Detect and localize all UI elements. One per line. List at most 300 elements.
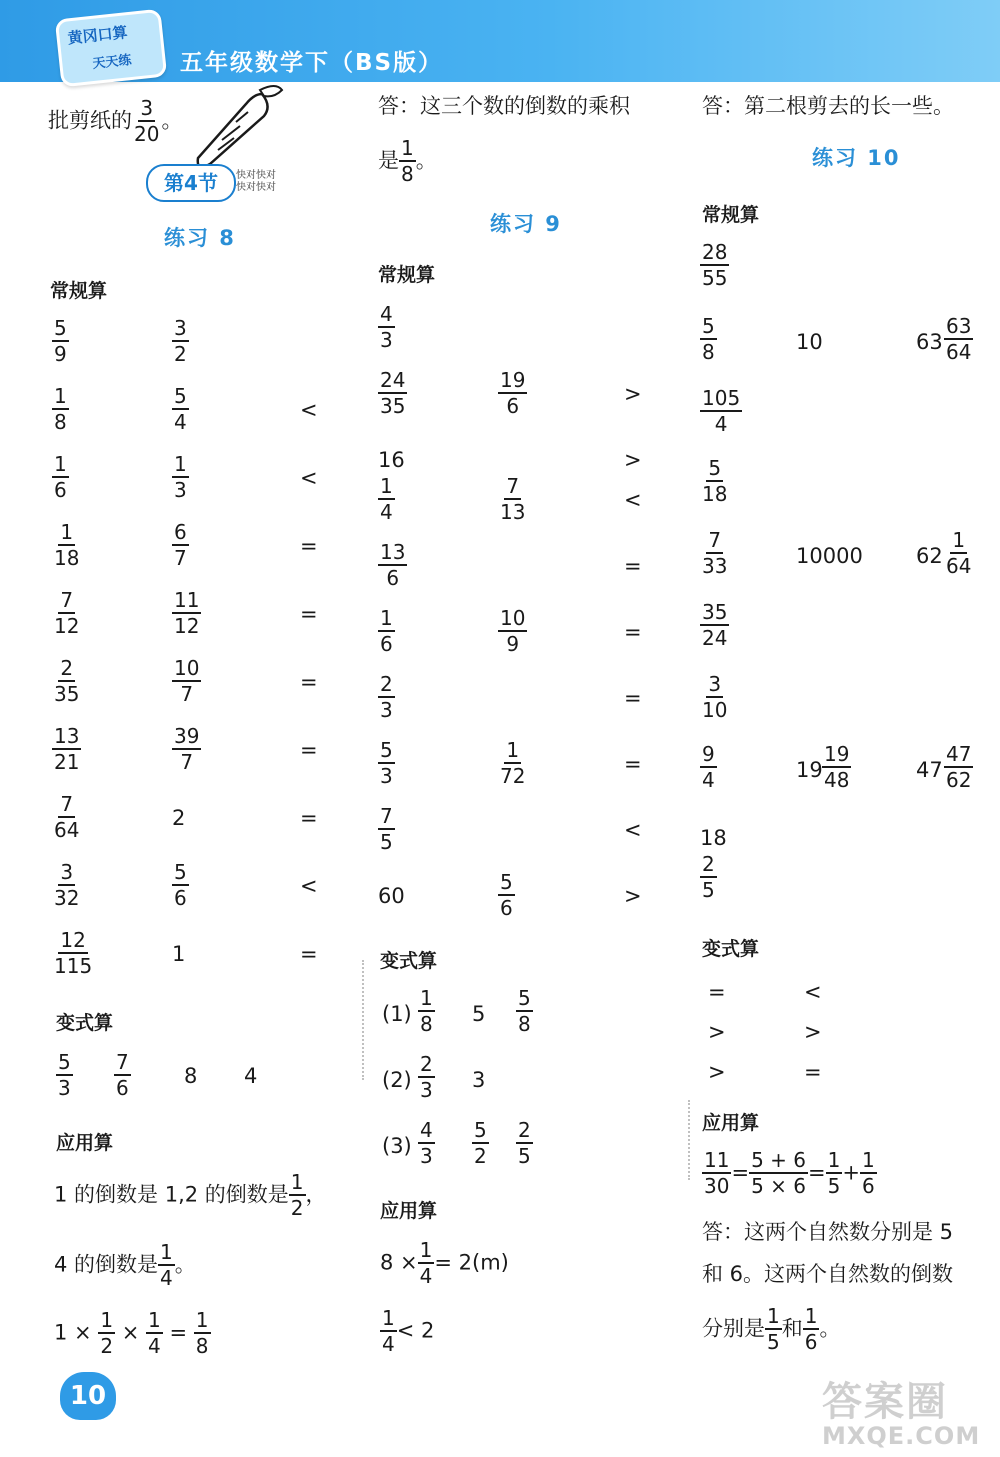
equation-operator: = <box>731 1160 750 1185</box>
frac-denominator: 24 <box>702 626 728 650</box>
value: 19 <box>796 758 823 782</box>
frac <box>944 744 973 791</box>
col3-answer-line-1: 答：第二根剪去的长一些。 <box>702 94 954 118</box>
exercise-10-title: 练习 10 <box>812 146 901 170</box>
frac-numerator: 7 <box>380 804 393 828</box>
frac <box>52 386 69 433</box>
col1-applied-heading: 应用算 <box>56 1132 114 1154</box>
applied-lead: 1 × <box>54 1320 92 1345</box>
frac-numerator: 1 <box>160 1240 173 1264</box>
answer-text: 分别是 <box>702 1316 765 1341</box>
frac <box>378 304 395 351</box>
frac-denominator: 33 <box>702 554 728 578</box>
frac <box>158 1242 175 1289</box>
col2-row-col-a <box>378 450 405 471</box>
frac <box>52 862 81 909</box>
col2-row-col-c <box>624 886 642 907</box>
col1-row-col-b <box>172 862 189 909</box>
column-divider-right <box>688 1100 690 1180</box>
frac <box>516 988 533 1035</box>
frac <box>498 608 527 655</box>
frac-denominator: 2 <box>290 1196 304 1220</box>
frac-denominator: 64 <box>54 818 80 842</box>
col2-variant-frac-2 <box>516 988 533 1035</box>
watermark-top: 答案圈 <box>822 1379 948 1425</box>
col1-row-col-c <box>300 740 318 761</box>
frac <box>378 674 395 721</box>
applied-text: 4 的倒数是 <box>54 1252 159 1277</box>
frac-numerator: 47 <box>946 742 972 766</box>
value: 16 <box>378 448 405 472</box>
frac <box>700 744 717 791</box>
value: (2) <box>382 1068 412 1092</box>
frac <box>172 590 201 637</box>
frac-numerator: 39 <box>174 724 200 748</box>
frac-numerator: 1 <box>506 738 520 762</box>
frac-numerator: 13 <box>380 540 406 564</box>
col1-row-col-c <box>300 808 318 829</box>
applied-tail: = 2(m) <box>434 1250 509 1275</box>
frac-denominator: 48 <box>824 768 850 792</box>
frac-numerator: 5 <box>174 384 187 408</box>
col1-row-col-b <box>172 522 189 569</box>
frac-numerator: 5 <box>708 456 722 480</box>
frac <box>52 658 81 705</box>
frac-numerator: 4 <box>420 1118 433 1142</box>
frac <box>860 1150 877 1197</box>
frac <box>172 522 189 569</box>
col3-regular-heading: 常规算 <box>702 204 760 226</box>
col2-answer-line-1: 答：这三个数的倒数的乘积 <box>378 94 630 118</box>
frac <box>146 1310 163 1357</box>
col3-row-col-a <box>700 530 729 577</box>
frac <box>700 458 729 505</box>
frac-denominator: 9 <box>506 632 520 656</box>
frac <box>700 242 729 289</box>
col2-row-col-a <box>378 886 405 907</box>
col2-regular-heading: 常规算 <box>378 264 436 286</box>
frac-denominator: 55 <box>702 266 728 290</box>
frac-numerator: 24 <box>380 368 406 392</box>
col3-row-col-c-frac <box>944 530 973 577</box>
frac <box>516 1120 533 1167</box>
frac-numerator: 10 <box>174 656 200 680</box>
frac-numerator: 2 <box>702 852 715 876</box>
col2-row-col-c <box>624 490 642 511</box>
frac-denominator: 3 <box>174 478 187 502</box>
exercise-9-title: 练习 9 <box>490 212 562 236</box>
applied-punct: ， <box>305 1182 327 1207</box>
col2-row-col-a <box>378 304 395 351</box>
frac <box>418 988 435 1035</box>
col2-variant-label <box>382 1070 412 1091</box>
frac-numerator: 6 <box>174 520 187 544</box>
col3-row-col-a <box>700 388 742 435</box>
frac-numerator: 5 <box>58 1050 71 1074</box>
value: 10000 <box>796 544 863 568</box>
col2-row-col-b <box>498 872 515 919</box>
frac-denominator: 3 <box>380 698 393 722</box>
frac <box>172 658 201 705</box>
frac-denominator: 5 <box>827 1174 841 1198</box>
frac <box>378 740 395 787</box>
frac-numerator: 11 <box>174 588 200 612</box>
value: 5 <box>472 1002 486 1026</box>
frac-numerator: 2 <box>518 1118 531 1142</box>
frac <box>378 542 407 589</box>
col1-row-col-b <box>172 454 189 501</box>
frac-denominator: 4 <box>702 768 715 792</box>
section-badge-note <box>236 170 276 194</box>
frac <box>826 1150 843 1197</box>
frac-denominator: 62 <box>946 768 972 792</box>
col1-applied-line-1 <box>54 1172 327 1219</box>
col2-variant-frac <box>418 1120 435 1167</box>
col3-variant-col-b <box>804 982 822 1003</box>
frac-denominator: 64 <box>946 554 972 578</box>
frac-denominator: 7 <box>174 546 187 570</box>
frac <box>944 530 973 577</box>
frac-numerator: 2 <box>60 656 74 680</box>
frac <box>418 1240 435 1287</box>
col3-row-col-b <box>796 332 823 353</box>
frac-denominator: 64 <box>946 340 972 364</box>
frac-numerator: 12 <box>60 928 86 952</box>
col2-variant-value <box>472 1120 489 1167</box>
value: 47 <box>916 758 943 782</box>
header-banner <box>0 0 1000 82</box>
applied-punct: 。 <box>174 1252 196 1277</box>
frac-numerator: 1 <box>420 986 433 1010</box>
frac-numerator: 7 <box>116 1050 129 1074</box>
col3-row-col-b-frac <box>822 744 851 791</box>
frac-denominator: 4 <box>148 1334 161 1358</box>
value: = <box>624 752 642 776</box>
col2-variant-heading: 变式算 <box>380 950 438 972</box>
frac-denominator: 4 <box>419 1264 433 1288</box>
value: > <box>708 1020 726 1044</box>
col1-row-col-a <box>52 590 81 637</box>
col1-row-col-a <box>52 658 81 705</box>
col1-top-frac <box>132 98 161 145</box>
value: = <box>300 806 318 830</box>
frac-denominator: 6 <box>386 566 400 590</box>
frac <box>765 1306 782 1353</box>
col1-row-col-a <box>52 454 69 501</box>
value: 3 <box>472 1068 486 1092</box>
frac-denominator: 12 <box>54 614 80 638</box>
frac <box>498 872 515 919</box>
frac-numerator: 7 <box>506 474 520 498</box>
col3-variant-col-a <box>708 982 726 1003</box>
value: (1) <box>382 1002 412 1026</box>
col3-answer2-line-1: 答：这两个自然数分别是 5 <box>702 1220 954 1244</box>
frac-denominator: 12 <box>174 614 200 638</box>
frac-numerator: 7 <box>60 588 74 612</box>
frac-numerator: 7 <box>60 792 74 816</box>
frac-denominator: 72 <box>500 764 526 788</box>
frac-denominator: 8 <box>54 410 67 434</box>
applied-text: 1 的倒数是 1,2 的倒数是 <box>54 1182 289 1207</box>
frac <box>378 476 395 523</box>
frac-numerator: 5 <box>518 986 531 1010</box>
frac-numerator: 2 <box>420 1052 433 1076</box>
frac <box>700 530 729 577</box>
col1-regular-heading: 常规算 <box>50 280 108 302</box>
frac-denominator: 4 <box>380 500 393 524</box>
frac-denominator: 8 <box>401 162 414 186</box>
frac-denominator: 35 <box>54 682 80 706</box>
col1-row-col-c <box>300 400 318 421</box>
col1-row-col-a <box>52 862 81 909</box>
col1-row-col-c <box>300 672 318 693</box>
col3-row-col-c-whole <box>916 760 943 781</box>
col1-variant-value-4: 4 <box>244 1064 258 1088</box>
frac-numerator: 1 <box>380 606 393 630</box>
value: > <box>624 884 642 908</box>
frac-numerator: 1 <box>54 384 67 408</box>
frac-numerator: 1 <box>401 136 414 160</box>
frac-numerator: 63 <box>946 314 972 338</box>
col2-row-col-a <box>378 608 395 655</box>
col2-row-col-a <box>378 740 395 787</box>
col1-row-col-a <box>52 726 81 773</box>
frac-denominator: 18 <box>54 546 80 570</box>
col1-row-col-b <box>172 726 201 773</box>
value: > <box>804 1020 822 1044</box>
value: = <box>624 686 642 710</box>
frac <box>52 794 81 841</box>
col1-row-col-b <box>172 318 189 365</box>
value: < <box>624 488 642 512</box>
frac-denominator: 3 <box>58 1076 71 1100</box>
book-title: 五年级数学下（BS版） <box>180 50 444 76</box>
value: 1 <box>172 942 186 966</box>
answer-text: 是 <box>378 148 399 173</box>
frac <box>418 1120 435 1167</box>
col3-row-col-b-whole <box>796 760 823 781</box>
value: > <box>708 1060 726 1084</box>
frac <box>700 854 717 901</box>
col1-row-col-a <box>52 522 81 569</box>
col2-row-col-b <box>498 740 527 787</box>
col2-variant-frac <box>418 988 435 1035</box>
frac <box>378 370 407 417</box>
col1-row-col-c <box>300 468 318 489</box>
value: > <box>624 382 642 406</box>
frac <box>700 602 729 649</box>
col1-variant-value-3: 8 <box>184 1064 198 1088</box>
col1-top-line <box>48 98 182 145</box>
value: 2 <box>172 806 186 830</box>
value: = <box>300 602 318 626</box>
frac <box>172 454 189 501</box>
col2-row-col-a <box>378 476 395 523</box>
frac-denominator: 3 <box>420 1078 433 1102</box>
frac-denominator: 4 <box>174 410 187 434</box>
col3-row-col-c-whole <box>916 332 943 353</box>
frac-numerator: 1 <box>174 452 187 476</box>
col2-row-col-a <box>378 674 395 721</box>
frac-denominator: 5 <box>702 878 715 902</box>
frac-numerator: 5 <box>474 1118 487 1142</box>
frac-denominator: 3 <box>380 764 393 788</box>
frac-numerator: 1 <box>419 1238 433 1262</box>
frac-denominator: 7 <box>180 750 194 774</box>
col1-variant-frac-1 <box>56 1052 73 1099</box>
frac-numerator: 1 <box>767 1304 780 1328</box>
col2-variant-value <box>472 1070 485 1091</box>
col2-row-col-c <box>624 556 642 577</box>
equation-operator: = <box>807 1160 826 1185</box>
frac <box>498 476 527 523</box>
frac <box>52 318 69 365</box>
value: 18 <box>700 826 727 850</box>
frac-numerator: 19 <box>824 742 850 766</box>
frac-numerator: 3 <box>140 96 154 120</box>
frac-numerator: 5 <box>54 316 67 340</box>
frac-denominator: 18 <box>702 482 728 506</box>
watermark-bottom: MXQE.COM <box>822 1422 981 1450</box>
col3-row-col-c-frac <box>944 316 973 363</box>
frac-numerator: 3 <box>174 316 187 340</box>
frac-numerator: 5 <box>174 860 187 884</box>
col1-top-suffix: 。 <box>161 108 183 133</box>
value: = <box>300 942 318 966</box>
answer-punct: 。 <box>415 148 437 173</box>
col1-row-col-c <box>300 876 318 897</box>
col1-variant-frac-2 <box>114 1052 131 1099</box>
frac-denominator: 6 <box>380 632 393 656</box>
col2-row-col-c <box>624 754 642 775</box>
page-number: 10 <box>60 1372 116 1420</box>
col1-row-col-b <box>172 808 185 829</box>
frac <box>749 1150 808 1197</box>
frac <box>172 726 201 773</box>
site-watermark <box>822 1370 992 1450</box>
answer-text: 和 <box>781 1316 803 1341</box>
frac-denominator: 8 <box>420 1012 433 1036</box>
book-logo <box>55 9 168 88</box>
col1-row-col-b <box>172 590 201 637</box>
col3-row-col-a <box>700 744 717 791</box>
frac <box>172 862 189 909</box>
col1-row-col-a <box>52 794 81 841</box>
value: = <box>624 620 642 644</box>
frac <box>98 1310 115 1357</box>
frac-numerator: 9 <box>702 742 715 766</box>
col3-applied-equation <box>702 1150 877 1197</box>
col2-row-col-c <box>624 384 642 405</box>
frac <box>944 316 973 363</box>
answer-punct: 。 <box>819 1316 841 1341</box>
frac-numerator: 1 <box>290 1170 304 1194</box>
col2-applied-line-1 <box>380 1240 509 1287</box>
col2-applied-line-2 <box>380 1308 434 1355</box>
col3-row-col-c-whole <box>916 546 943 567</box>
frac-numerator: 1 <box>54 452 67 476</box>
frac <box>822 744 851 791</box>
value: = <box>300 670 318 694</box>
frac-numerator: 35 <box>702 600 728 624</box>
col2-row-col-b <box>498 608 527 655</box>
col3-applied-heading: 应用算 <box>702 1112 760 1134</box>
frac-denominator: 20 <box>134 122 160 146</box>
frac-numerator: 105 <box>702 386 741 410</box>
frac-denominator: 21 <box>54 750 80 774</box>
col3-row-col-c-frac <box>944 744 973 791</box>
col3-row-col-a <box>700 458 729 505</box>
value: < <box>624 818 642 842</box>
col2-answer-line-2 <box>378 138 437 185</box>
badge-note-line-1: 快对快对 <box>236 170 276 181</box>
frac <box>700 674 729 721</box>
col2-row-col-a <box>378 370 407 417</box>
frac-numerator: 1 <box>827 1148 841 1172</box>
value: = <box>300 738 318 762</box>
equation-operator: + <box>842 1160 860 1185</box>
frac-numerator: 5 + 6 <box>751 1148 806 1172</box>
frac-denominator: 5 × 6 <box>751 1174 806 1198</box>
frac-denominator: 2 <box>174 342 187 366</box>
frac-numerator: 3 <box>60 860 74 884</box>
badge-note-line-2: 快对快对 <box>236 182 276 193</box>
frac <box>52 930 94 977</box>
frac <box>52 726 81 773</box>
frac <box>472 1120 489 1167</box>
frac-denominator: 4 <box>160 1266 173 1290</box>
col3-variant-heading: 变式算 <box>702 938 760 960</box>
frac <box>498 370 527 417</box>
frac-numerator: 11 <box>704 1148 730 1172</box>
logo-line-2: 天天练 <box>91 52 133 72</box>
frac-denominator: 6 <box>116 1076 129 1100</box>
col2-variant-label <box>382 1136 412 1157</box>
frac-denominator: 8 <box>195 1334 209 1358</box>
value: 60 <box>378 884 405 908</box>
col2-row-col-b <box>498 370 527 417</box>
frac-denominator: 5 <box>767 1330 780 1354</box>
frac <box>399 138 416 185</box>
col1-row-col-c <box>300 944 318 965</box>
col2-variant-frac-2 <box>516 1120 533 1167</box>
col3-variant-col-b <box>804 1022 822 1043</box>
frac-denominator: 4 <box>382 1332 395 1356</box>
applied-operator: = <box>169 1320 188 1345</box>
frac <box>700 316 717 363</box>
applied-lead: 8 × <box>380 1250 418 1275</box>
col3-row-col-a <box>700 854 717 901</box>
value: < <box>300 398 318 422</box>
frac-numerator: 5 <box>702 314 715 338</box>
frac-numerator: 1 <box>952 528 966 552</box>
col3-variant-col-b <box>804 1062 822 1083</box>
col3-variant-col-a <box>708 1022 726 1043</box>
value: = <box>624 554 642 578</box>
frac-denominator: 13 <box>500 500 526 524</box>
value: < <box>300 466 318 490</box>
col3-answer2-line-2: 和 6。这两个自然数的倒数 <box>702 1262 954 1286</box>
frac <box>702 1150 731 1197</box>
frac-denominator: 5 <box>518 1144 531 1168</box>
col2-row-col-a <box>378 806 395 853</box>
col3-row-col-a <box>700 242 729 289</box>
frac-numerator: 5 <box>380 738 393 762</box>
frac-denominator: 9 <box>54 342 67 366</box>
frac <box>52 454 69 501</box>
col1-row-col-a <box>52 930 94 977</box>
value: = <box>804 1060 822 1084</box>
